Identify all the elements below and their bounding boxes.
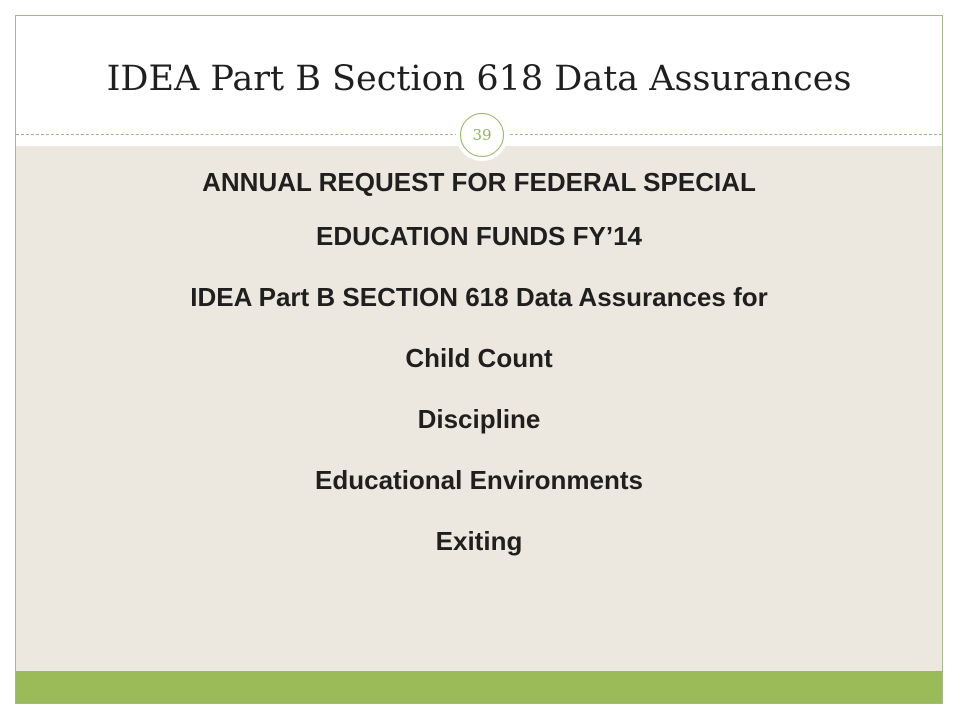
body-line-2: EDUCATION FUNDS FY’14 [316,221,642,251]
footer-bar [16,671,942,703]
body-line-4: Child Count [405,343,553,373]
body-line-1: ANNUAL REQUEST FOR FEDERAL SPECIAL [202,167,756,197]
page-number-badge [456,109,508,161]
page-number: 39 [460,113,504,157]
body-line-5: Discipline [417,404,541,434]
body-line-7: Exiting [435,526,523,556]
slide-body [16,166,942,586]
body-line-3: IDEA Part B SECTION 618 Data Assurances for [190,282,768,312]
body-line-6: Educational Environments [315,465,643,495]
slide-title: IDEA Part B Section 618 Data Assurances [106,59,852,99]
